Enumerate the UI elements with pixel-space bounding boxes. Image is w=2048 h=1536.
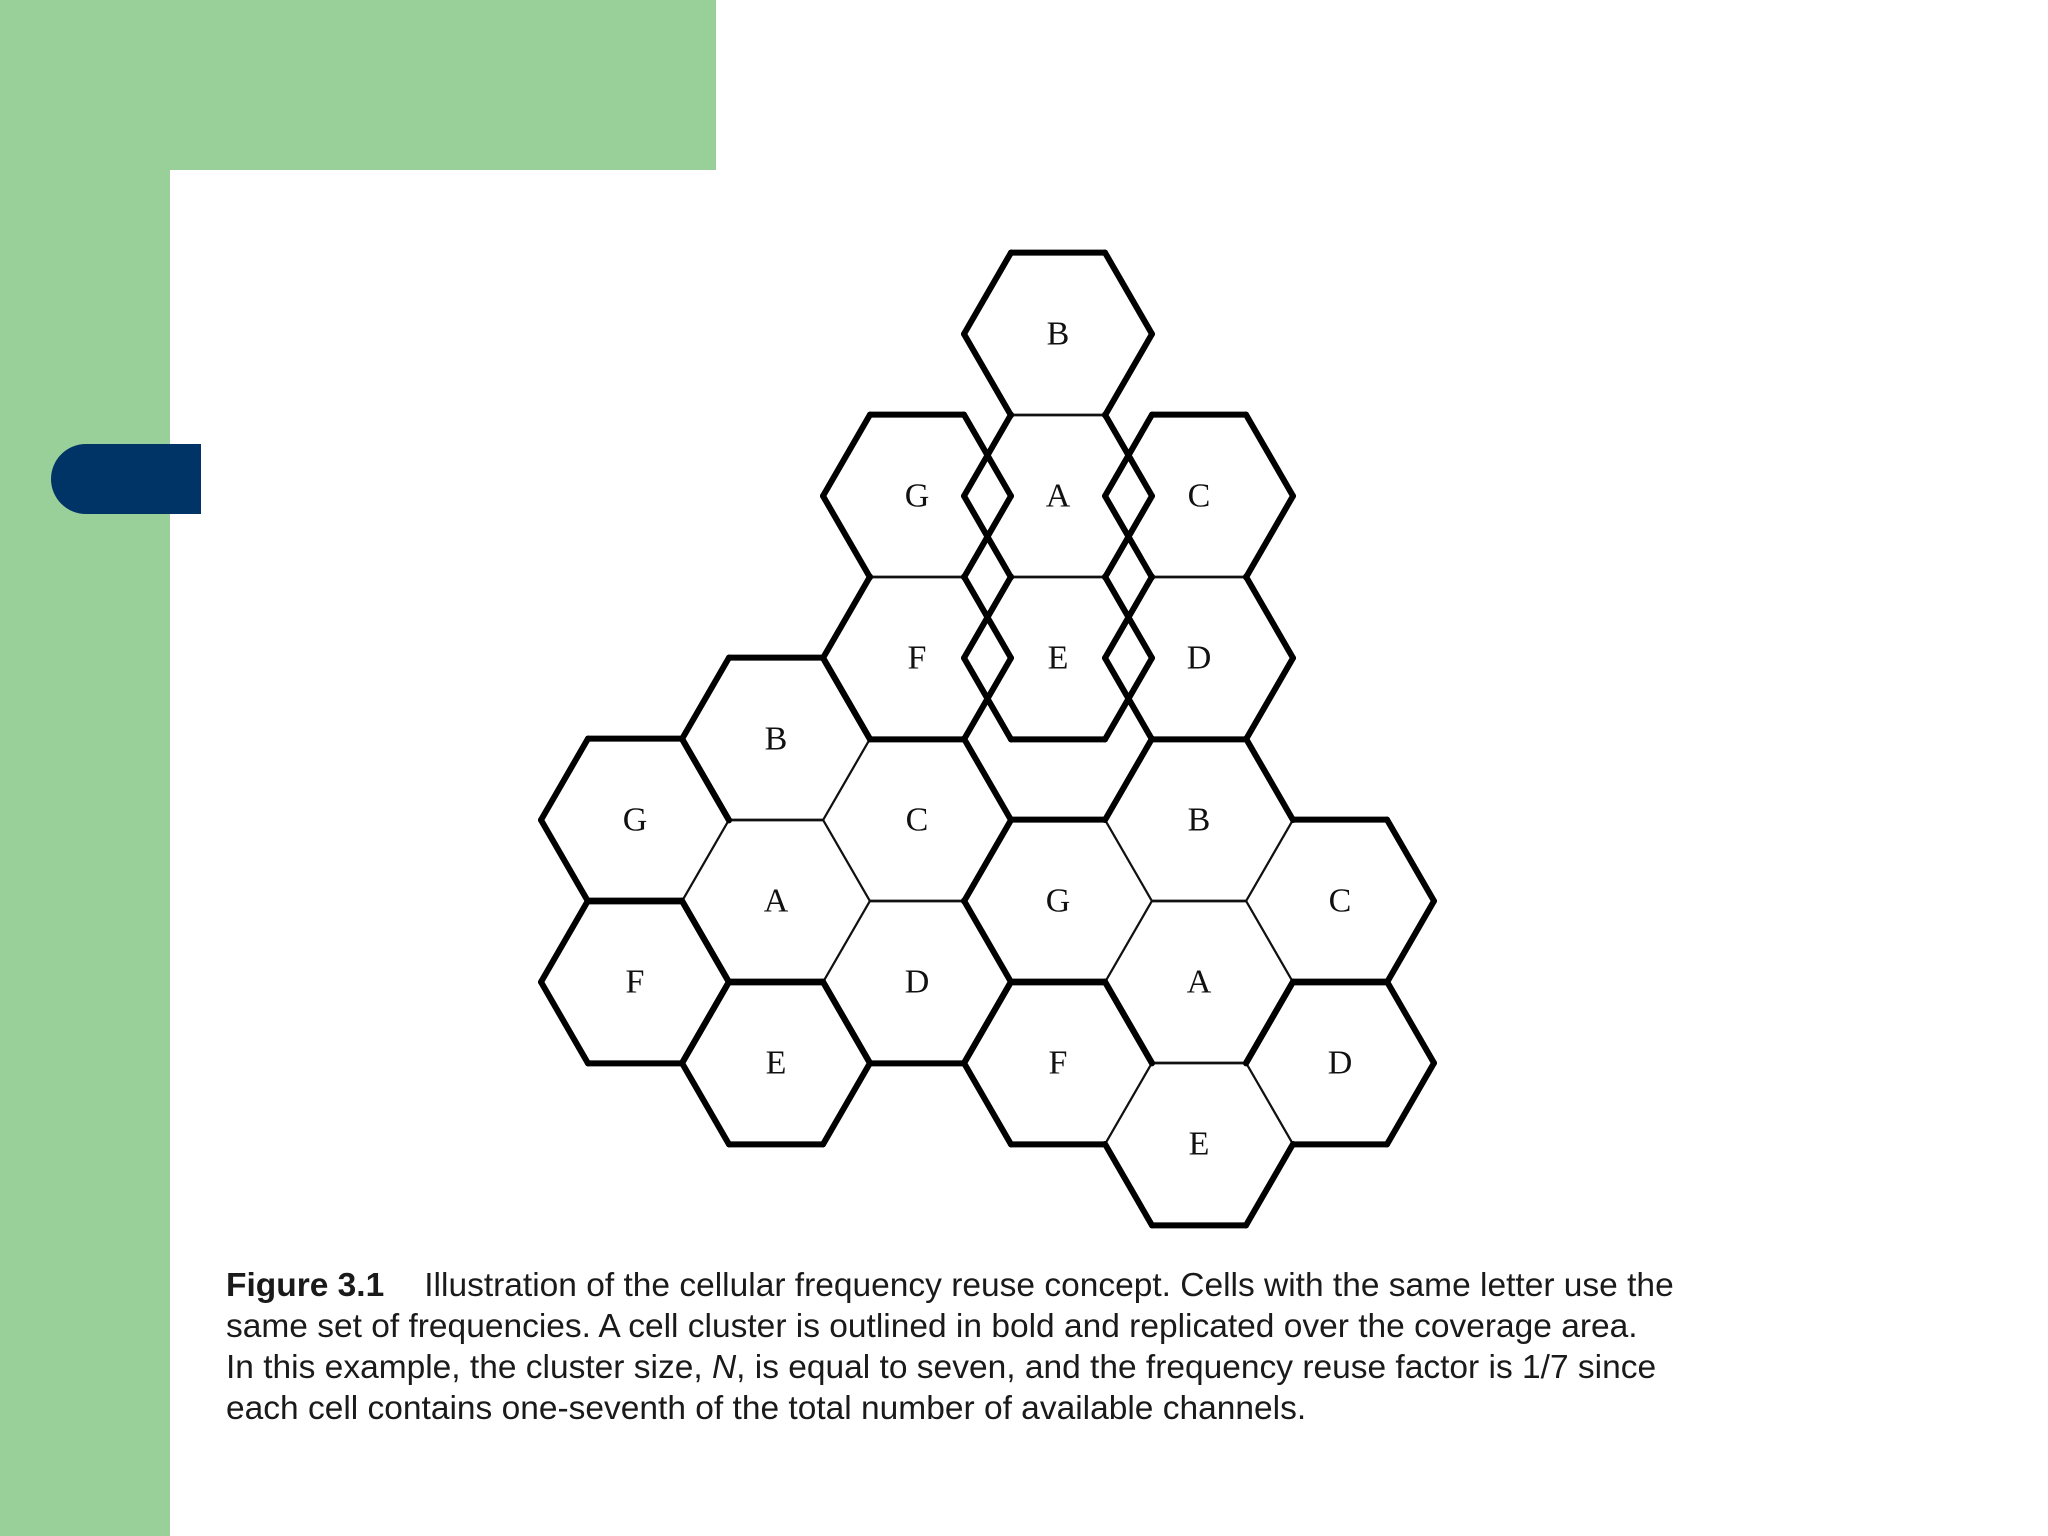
- cell-letter: C: [1187, 477, 1211, 515]
- cluster-outline-edge: [964, 901, 1011, 982]
- figure-label: Figure 3.1: [226, 1267, 385, 1304]
- cluster-outline-edge: [1246, 577, 1293, 658]
- cluster-outline-edge: [964, 739, 1011, 820]
- cluster-outline-edge: [964, 253, 1011, 334]
- cluster-outline-edge: [823, 577, 870, 658]
- cell-letter: C: [1328, 882, 1352, 920]
- cell-letter: G: [1045, 882, 1071, 920]
- figure-caption: [226, 1265, 1816, 1429]
- caption-line-1: [226, 1265, 1816, 1306]
- cell-letter: E: [1188, 1125, 1210, 1163]
- cluster-outline-edge: [1246, 1144, 1293, 1225]
- cell-letter: C: [905, 801, 929, 839]
- caption-text-1: Illustration of the cellular frequency reuse concept. Cells with the same letter use the: [424, 1267, 1674, 1304]
- cluster-outline-edge: [541, 901, 588, 982]
- cluster-outline-edge: [682, 982, 729, 1063]
- cluster-outline-edge: [1105, 1144, 1152, 1225]
- cell-letter: B: [1187, 801, 1211, 839]
- cluster-outline-edge: [823, 982, 870, 1063]
- cluster-outline-edge: [682, 658, 729, 739]
- cluster-outline-edge: [1387, 1063, 1434, 1144]
- cluster-outline-edge: [541, 739, 588, 820]
- cell-letter: B: [764, 720, 788, 758]
- cell-letter: E: [765, 1044, 787, 1082]
- cell-letter: D: [1186, 639, 1212, 677]
- cluster-size-symbol: N: [711, 1349, 737, 1386]
- cell-letter: D: [904, 963, 930, 1001]
- cell-letter: A: [1045, 477, 1071, 515]
- cluster-outline-edge: [1246, 496, 1293, 577]
- cell-letter: F: [1048, 1044, 1068, 1082]
- cell-letter: D: [1327, 1044, 1353, 1082]
- cluster-outline-edge: [964, 1063, 1011, 1144]
- cluster-outline-edge: [682, 901, 729, 982]
- cluster-outline-edge: [541, 982, 588, 1063]
- cell-letter: E: [1047, 639, 1069, 677]
- cluster-outline-edge: [1387, 982, 1434, 1063]
- cluster-outline-edge: [541, 820, 588, 901]
- cluster-outline-edge: [1105, 253, 1152, 334]
- cell-letter: G: [904, 477, 930, 515]
- bold-cluster-outlines: [541, 253, 1434, 1226]
- cell-letter: F: [625, 963, 645, 1001]
- cluster-outline-edge: [823, 1063, 870, 1144]
- cluster-outline-edge: [964, 820, 1011, 901]
- cluster-outline-edge: [1105, 982, 1152, 1063]
- caption-text-3b: , is equal to seven, and the frequency reuse factor is 1/7 since: [736, 1349, 1657, 1386]
- cluster-outline-edge: [964, 982, 1011, 1063]
- cluster-outline-edge: [1105, 334, 1152, 415]
- cluster-outline-edge: [1387, 820, 1434, 901]
- cell-letter: F: [907, 639, 927, 677]
- cluster-outline-edge: [682, 739, 729, 820]
- cluster-outline-edge: [823, 496, 870, 577]
- cluster-outline-edge: [823, 415, 870, 496]
- cluster-outline-edge: [682, 1063, 729, 1144]
- cell-letter: A: [1186, 963, 1212, 1001]
- cluster-outline-edge: [1246, 982, 1293, 1063]
- cluster-outline-edge: [823, 658, 870, 739]
- cluster-outline-edge: [1105, 739, 1152, 820]
- cluster-outline-edge: [964, 334, 1011, 415]
- cluster-outline-edge: [1246, 658, 1293, 739]
- caption-text-3a: In this example, the cluster size,: [226, 1349, 712, 1386]
- caption-line-4: each cell contains one-seventh of the total number of available channels.: [226, 1390, 1307, 1427]
- caption-line-3: [226, 1347, 1816, 1388]
- cluster-outline-edge: [1246, 739, 1293, 820]
- cell-letter: B: [1046, 315, 1070, 353]
- cell-letter: A: [763, 882, 789, 920]
- cluster-outline-edge: [1246, 415, 1293, 496]
- caption-line-2: same set of frequencies. A cell cluster is outlined in bold and replicated over the coverage area.: [226, 1308, 1638, 1345]
- cluster-outline-edge: [1387, 901, 1434, 982]
- cell-letter: G: [622, 801, 648, 839]
